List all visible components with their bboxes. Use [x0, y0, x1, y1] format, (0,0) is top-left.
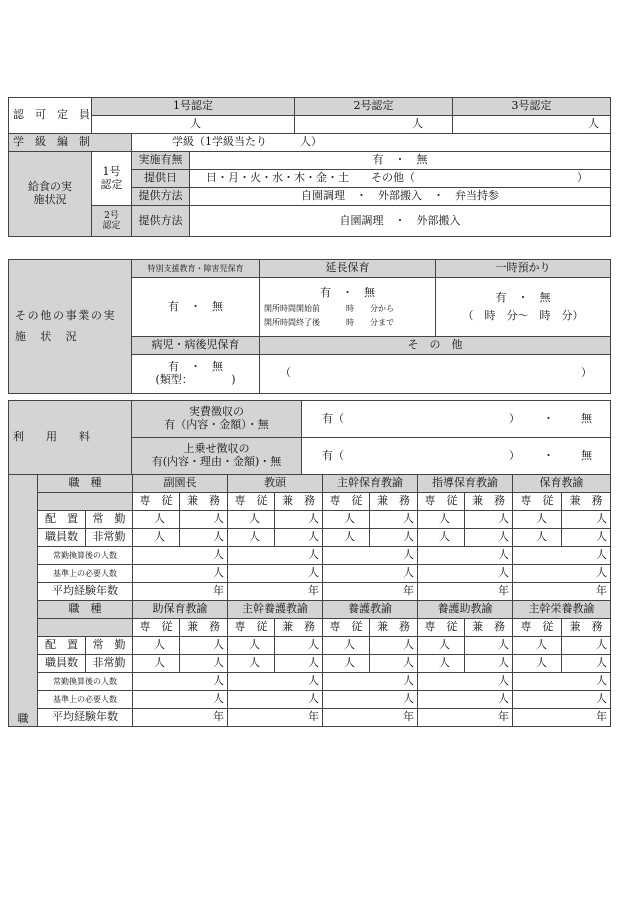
kijun-input[interactable]: 人 [228, 565, 323, 583]
meals-row-value-2[interactable]: 自園調理 ・ 外部搬入 ・ 弁当持参 [190, 188, 611, 206]
kansan-input[interactable]: 人 [228, 673, 323, 691]
jokin-kenmu-input[interactable]: 人 [465, 511, 513, 529]
fees-jippi-value[interactable]: 有（ ） ・ 無 [302, 401, 611, 438]
kijun-input[interactable]: 人 [418, 691, 513, 709]
keiken-input[interactable]: 年 [133, 709, 228, 727]
kenmu-header: 兼 務 [370, 619, 418, 637]
kenmu-header: 兼 務 [275, 619, 323, 637]
jokin-senju-input[interactable]: 人 [418, 511, 465, 529]
senju-header: 専 従 [513, 493, 562, 511]
other-services-label: その他の事業の実施 状 況 [9, 260, 132, 394]
hijokin-senju-input[interactable]: 人 [513, 655, 562, 673]
staff-type-1-3: 指導保育教諭 [418, 475, 513, 493]
hijokin-kenmu-input[interactable]: 人 [562, 655, 611, 673]
meals-g2-method-label: 提供方法 [132, 206, 190, 237]
nintei-1-header: 1号認定 [92, 98, 295, 116]
staff-table [8, 474, 611, 727]
kansan-input[interactable]: 人 [323, 673, 418, 691]
keiken-label: 平均経験年数 [38, 583, 133, 601]
jokin-kenmu-input[interactable]: 人 [370, 637, 418, 655]
jokin-senju-input[interactable]: 人 [323, 511, 370, 529]
ichiji-value[interactable]: 有 ・ 無 （ 時 分〜 時 分） [436, 278, 611, 337]
fees-table [8, 400, 611, 475]
other-value[interactable]: （ ） [260, 355, 611, 394]
kansan-input[interactable]: 人 [323, 547, 418, 565]
jokin-senju-input[interactable]: 人 [323, 637, 370, 655]
kansan-input[interactable]: 人 [418, 547, 513, 565]
senju-header: 専 従 [228, 493, 275, 511]
kijun-label: 基準上の必要人数 [38, 565, 133, 583]
senju-header: 専 従 [513, 619, 562, 637]
jokin-kenmu-input[interactable]: 人 [180, 637, 228, 655]
keiken-input[interactable]: 年 [323, 709, 418, 727]
staff-type-1-1: 教頭 [228, 475, 323, 493]
class-composition-value[interactable]: 学級（1学級当たり 人） [132, 134, 611, 152]
meals-g2-method-value[interactable]: 自園調理 ・ 外部搬入 [190, 206, 611, 237]
meals-label: 給食の実施状況 [9, 152, 92, 237]
hijokin-senju-input[interactable]: 人 [133, 655, 180, 673]
kijun-input[interactable]: 人 [418, 565, 513, 583]
meals-row-value-0[interactable]: 有 ・ 無 [190, 152, 611, 170]
kijun-input[interactable]: 人 [323, 691, 418, 709]
senju-header: 専 従 [418, 493, 465, 511]
staff-type-2-2: 養護教諭 [323, 601, 418, 619]
form-table-top [8, 97, 611, 237]
keiken-input[interactable]: 年 [228, 709, 323, 727]
jokin-kenmu-input[interactable]: 人 [275, 511, 323, 529]
keiken-input[interactable]: 年 [418, 709, 513, 727]
meals-g1-label: 1号認定 [92, 152, 132, 206]
senju-header: 専 従 [133, 493, 180, 511]
other-label: そ の 他 [260, 337, 611, 355]
meals-row-label-1: 提供日 [132, 170, 190, 188]
staff-side-label: 職 [9, 475, 38, 727]
kansan-input[interactable]: 人 [133, 673, 228, 691]
staff-type-1-4: 保育教諭 [513, 475, 611, 493]
kenmu-header: 兼 務 [370, 493, 418, 511]
hijokin-kenmu-input[interactable]: 人 [370, 655, 418, 673]
staff-type-2-0: 助保育教諭 [133, 601, 228, 619]
jokin-kenmu-input[interactable]: 人 [562, 511, 611, 529]
jokin-senju-input[interactable]: 人 [418, 637, 465, 655]
kijun-input[interactable]: 人 [133, 691, 228, 709]
kenmu-header: 兼 務 [275, 493, 323, 511]
fees-jippi-label: 実費徴収の 有（内容・金額）・無 [132, 401, 302, 438]
hijokin-label: 非常勤 [86, 655, 133, 673]
senju-header: 専 従 [323, 493, 370, 511]
staff-type-2-3: 養護助教諭 [418, 601, 513, 619]
encho-value[interactable]: 有 ・ 無 開所時間開始前 時 分から 開所時間終了後 時 分まで [260, 278, 436, 337]
hijokin-kenmu-input[interactable]: 人 [180, 655, 228, 673]
encho-header: 延長保育 [260, 260, 436, 278]
staff-blank-1 [38, 493, 133, 511]
nintei-3-input[interactable]: 人 [453, 116, 611, 134]
tokubetsu-header: 特別支援教育・障害児保育 [132, 260, 260, 278]
staff-type-1-2: 主幹保育教諭 [323, 475, 418, 493]
fees-uwanose-label: 上乗せ徴収の 有(内容・理由・金額)・無 [132, 438, 302, 475]
jokin-label: 常 勤 [86, 511, 133, 529]
jokin-kenmu-input[interactable]: 人 [370, 511, 418, 529]
haichi-label: 配 置 [38, 637, 86, 655]
kenmu-header: 兼 務 [465, 619, 513, 637]
hijokin-senju-input[interactable]: 人 [418, 529, 465, 547]
hijokin-kenmu-input[interactable]: 人 [370, 529, 418, 547]
kijun-input[interactable]: 人 [133, 565, 228, 583]
kijun-input[interactable]: 人 [323, 565, 418, 583]
jokin-kenmu-input[interactable]: 人 [275, 637, 323, 655]
staff-type-2-4: 主幹栄養教諭 [513, 601, 611, 619]
hijokin-kenmu-input[interactable]: 人 [275, 529, 323, 547]
meals-g2-label: 2号認定 [92, 206, 132, 237]
fees-uwanose-value[interactable]: 有（ ） ・ 無 [302, 438, 611, 475]
sick-care-value[interactable]: 有 ・ 無 (類型： ) [132, 355, 260, 394]
kijun-input[interactable]: 人 [513, 691, 611, 709]
nintei-3-header: 3号認定 [453, 98, 611, 116]
jokin-senju-input[interactable]: 人 [133, 637, 180, 655]
hijokin-senju-input[interactable]: 人 [323, 529, 370, 547]
jokin-kenmu-input[interactable]: 人 [180, 511, 228, 529]
kenmu-header: 兼 務 [562, 619, 611, 637]
hijokin-senju-input[interactable]: 人 [228, 529, 275, 547]
senju-header: 専 従 [418, 619, 465, 637]
class-composition-label: 学 級 編 制 [9, 134, 132, 152]
kenmu-header: 兼 務 [180, 493, 228, 511]
jokin-senju-input[interactable]: 人 [133, 511, 180, 529]
hijokin-kenmu-input[interactable]: 人 [275, 655, 323, 673]
sick-care-label: 病児・病後児保育 [132, 337, 260, 355]
capacity-label: 認 可 定 員 [9, 98, 92, 134]
hijokin-kenmu-input[interactable]: 人 [465, 655, 513, 673]
kansan-input[interactable]: 人 [513, 547, 611, 565]
jokin-senju-input[interactable]: 人 [513, 637, 562, 655]
hijokin-kenmu-input[interactable]: 人 [465, 529, 513, 547]
hijokin-senju-input[interactable]: 人 [133, 529, 180, 547]
senju-header: 専 従 [323, 619, 370, 637]
senju-header: 専 従 [133, 619, 180, 637]
kansan-label: 常勤換算後の人数 [38, 673, 133, 691]
meals-row-label-0: 実施有無 [132, 152, 190, 170]
jokin-senju-input[interactable]: 人 [228, 637, 275, 655]
hijokin-label: 非常勤 [86, 529, 133, 547]
staff-type-label: 職 種 [38, 475, 133, 493]
kansan-input[interactable]: 人 [228, 547, 323, 565]
kenmu-header: 兼 務 [180, 619, 228, 637]
jokin-senju-input[interactable]: 人 [228, 511, 275, 529]
hijokin-senju-input[interactable]: 人 [513, 529, 562, 547]
hijokin-kenmu-input[interactable]: 人 [180, 529, 228, 547]
keiken-input[interactable]: 年 [513, 583, 611, 601]
jokin-senju-input[interactable]: 人 [513, 511, 562, 529]
jokin-kenmu-input[interactable]: 人 [562, 637, 611, 655]
kansan-input[interactable]: 人 [133, 547, 228, 565]
shokuinsu-label: 職員数 [38, 655, 86, 673]
jokin-label: 常 勤 [86, 637, 133, 655]
keiken-input[interactable]: 年 [228, 583, 323, 601]
hijokin-senju-input[interactable]: 人 [418, 655, 465, 673]
kenmu-header: 兼 務 [562, 493, 611, 511]
kenmu-header: 兼 務 [465, 493, 513, 511]
kansan-input[interactable]: 人 [513, 673, 611, 691]
keiken-input[interactable]: 年 [418, 583, 513, 601]
kijun-input[interactable]: 人 [513, 565, 611, 583]
nintei-2-input[interactable]: 人 [295, 116, 453, 134]
kansan-input[interactable]: 人 [418, 673, 513, 691]
staff-type-1-0: 副園長 [133, 475, 228, 493]
jokin-kenmu-input[interactable]: 人 [465, 637, 513, 655]
fees-label: 利 用 料 [9, 401, 132, 475]
senju-header: 専 従 [228, 619, 275, 637]
keiken-input[interactable]: 年 [323, 583, 418, 601]
meals-row-label-2: 提供方法 [132, 188, 190, 206]
form-table-middle [8, 259, 611, 394]
keiken-input[interactable]: 年 [133, 583, 228, 601]
shokuinsu-label: 職員数 [38, 529, 86, 547]
staff-blank-2 [38, 619, 133, 637]
hijokin-senju-input[interactable]: 人 [323, 655, 370, 673]
haichi-label: 配 置 [38, 511, 86, 529]
keiken-label: 平均経験年数 [38, 709, 133, 727]
kansan-label: 常勤換算後の人数 [38, 547, 133, 565]
hijokin-senju-input[interactable]: 人 [228, 655, 275, 673]
staff-type-label: 職 種 [38, 601, 133, 619]
tokubetsu-value[interactable]: 有 ・ 無 [132, 278, 260, 337]
meals-row-value-1[interactable]: 日・月・火・水・木・金・土 その他（ ） [190, 170, 611, 188]
ichiji-header: 一時預かり [436, 260, 611, 278]
nintei-1-input[interactable]: 人 [92, 116, 295, 134]
hijokin-kenmu-input[interactable]: 人 [562, 529, 611, 547]
staff-type-2-1: 主幹養護教諭 [228, 601, 323, 619]
nintei-2-header: 2号認定 [295, 98, 453, 116]
kijun-input[interactable]: 人 [228, 691, 323, 709]
keiken-input[interactable]: 年 [513, 709, 611, 727]
kijun-label: 基準上の必要人数 [38, 691, 133, 709]
